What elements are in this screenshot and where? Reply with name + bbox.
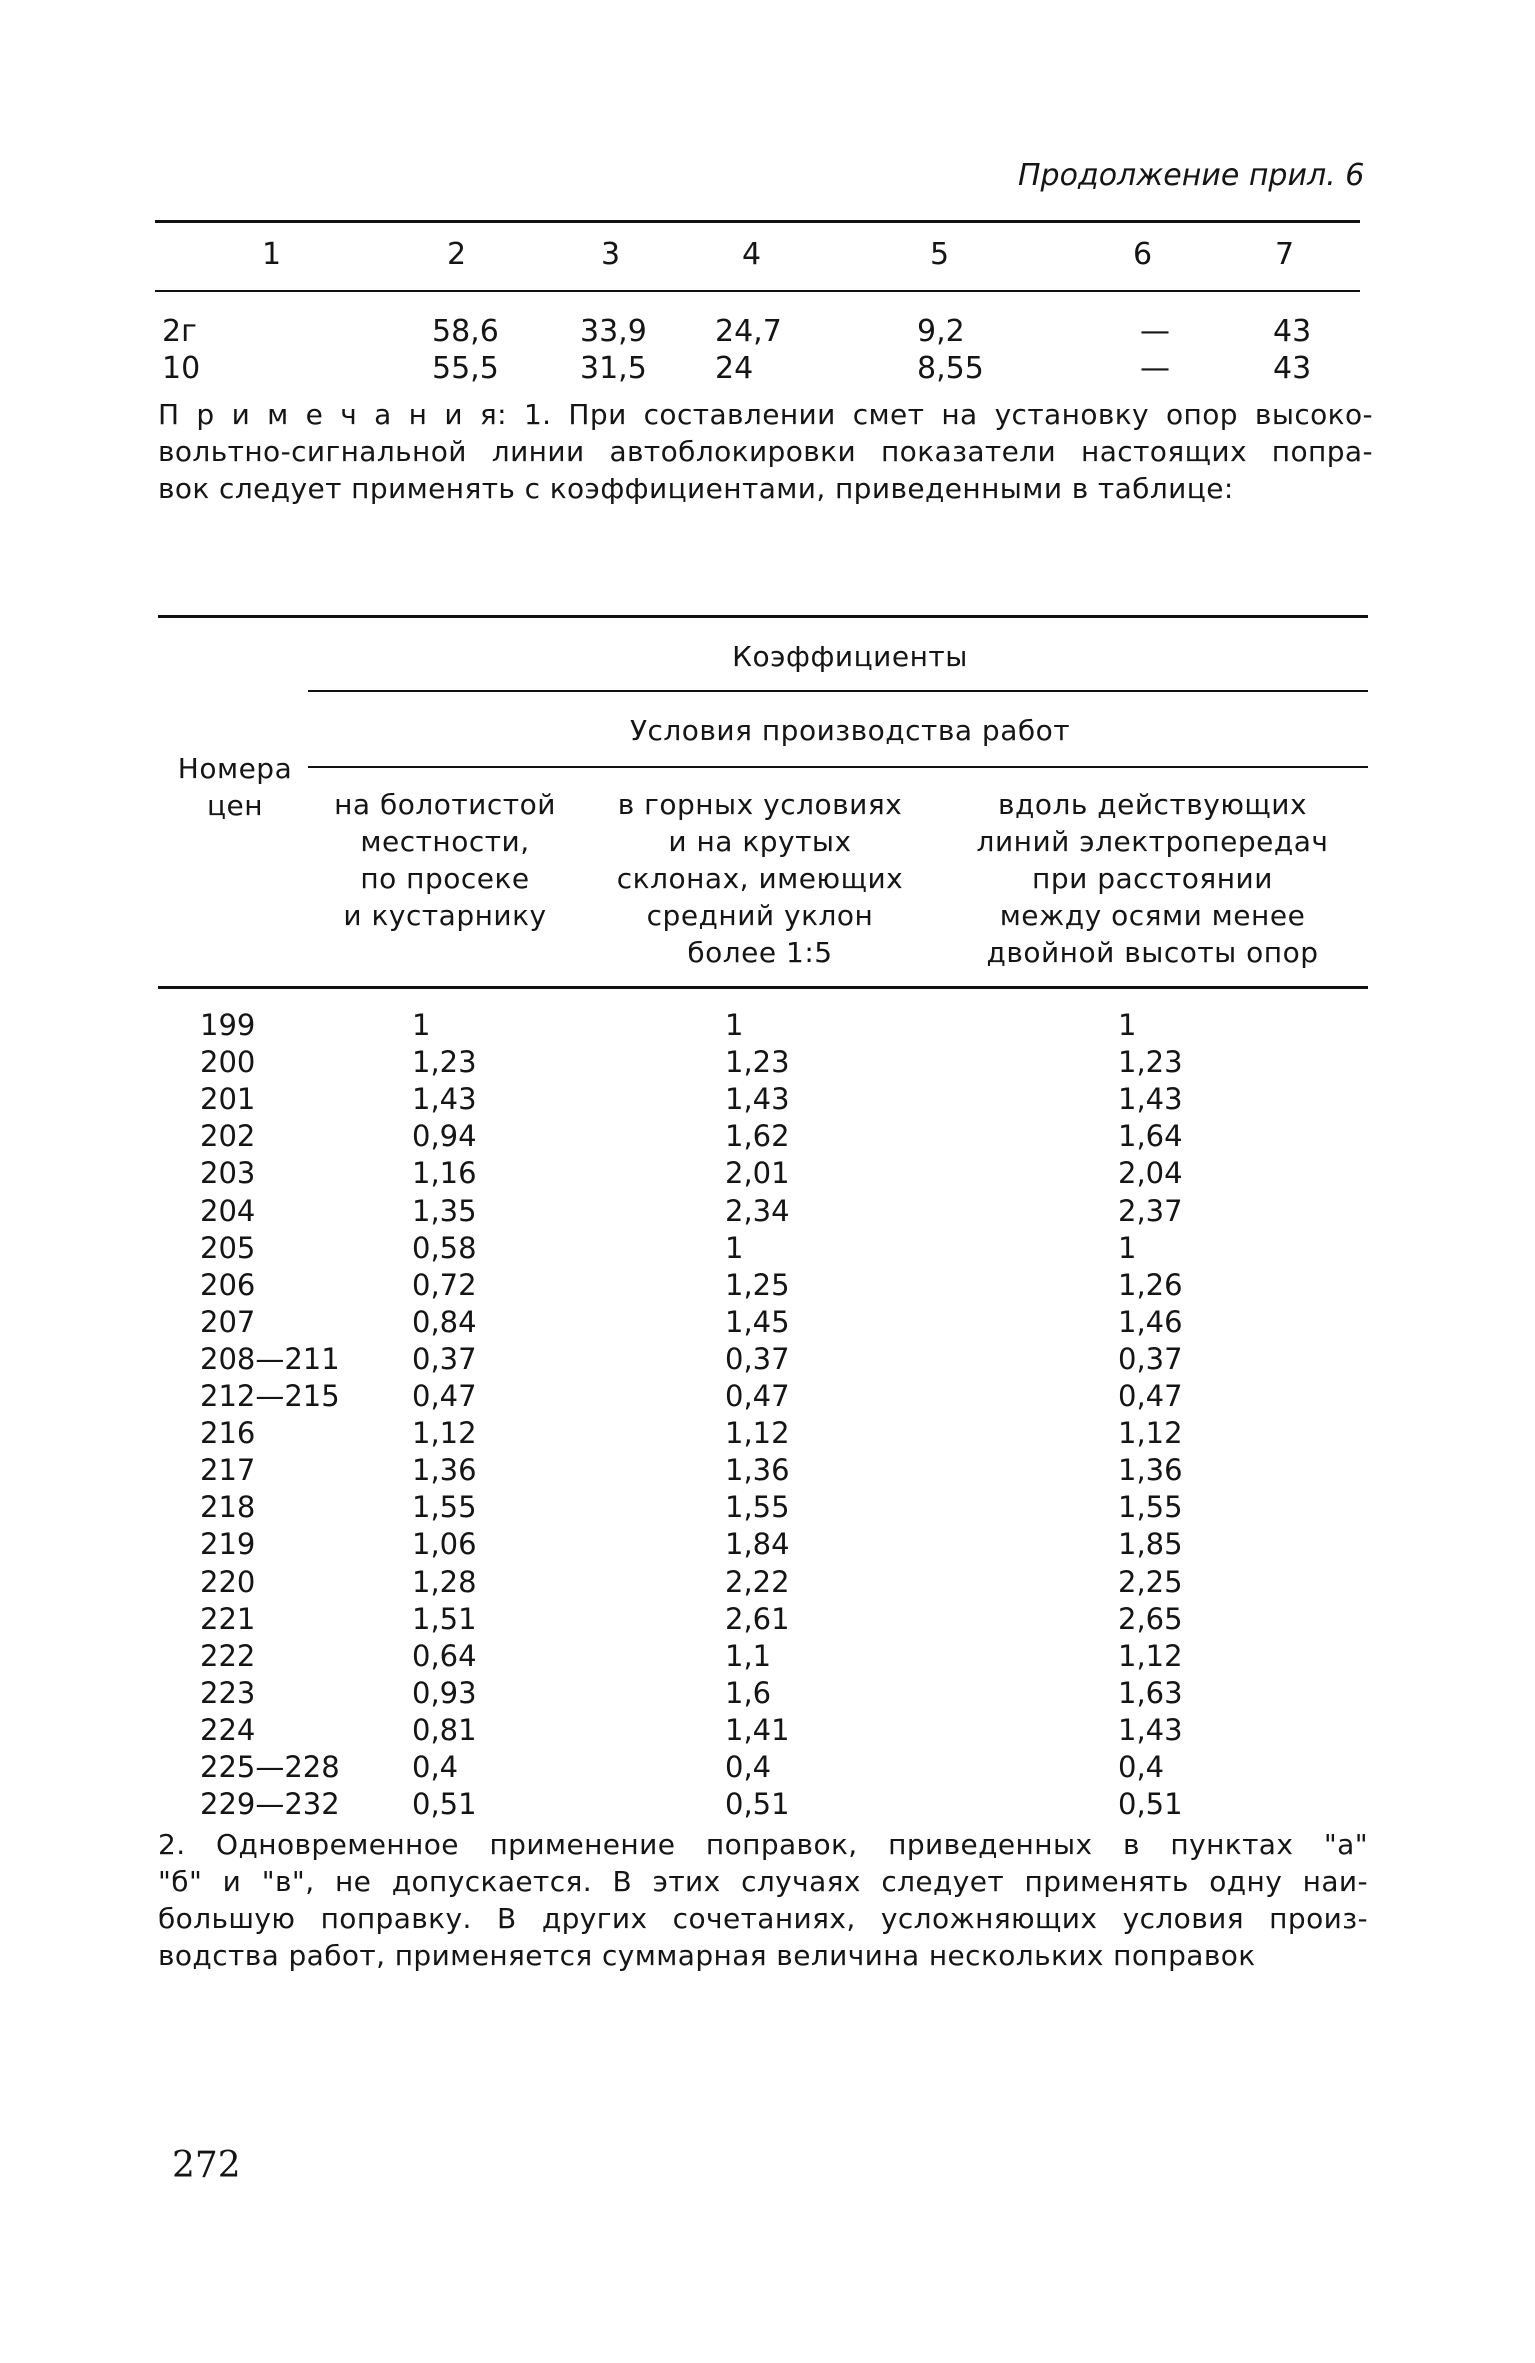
col-mountain-heading: в горных условиях и на крутых склонах, имеющих средний уклон более 1:5: [616, 788, 904, 969]
coefficient-cell: 1,26: [1118, 1268, 1183, 1302]
coefficient-cell: 1,25: [725, 1268, 790, 1302]
price-number-cell: 208—211: [200, 1342, 340, 1376]
coefficient-cell: 1,43: [1118, 1713, 1183, 1747]
note-1-line: вольтно-сигнальной линии автоблокировки показатели настоящих попра-: [158, 435, 1373, 468]
coefficient-cell: 1,23: [1118, 1045, 1183, 1079]
coefficient-cell: 0,37: [1118, 1342, 1183, 1376]
coefficient-cell: 1: [725, 1231, 744, 1265]
price-number-cell: 218: [200, 1490, 256, 1524]
coefficient-cell: 1,28: [412, 1565, 477, 1599]
coefficient-cell: 1,62: [725, 1119, 790, 1153]
coefficient-cell: 1,16: [412, 1156, 477, 1190]
note-1: [158, 396, 1373, 507]
table-2-top-rule: [158, 615, 1368, 618]
price-number-cell: 201: [200, 1082, 256, 1116]
price-number-cell: 219: [200, 1527, 256, 1561]
coefficient-cell: 1,12: [1118, 1639, 1183, 1673]
coefficient-cell: 0,81: [412, 1713, 477, 1747]
coefficient-cell: 1,35: [412, 1194, 477, 1228]
coefficient-cell: 1: [1118, 1231, 1137, 1265]
coefficient-cell: 1,43: [1118, 1082, 1183, 1116]
price-number-cell: 222: [200, 1639, 256, 1673]
coefficient-cell: 1: [1118, 1008, 1137, 1042]
coefficient-cell: 0,37: [725, 1342, 790, 1376]
coefficient-cell: 0,51: [725, 1787, 790, 1821]
coefficient-cell: 1,06: [412, 1527, 477, 1561]
t1-r2-c7: 43: [1273, 351, 1312, 386]
coefficient-cell: 1,55: [725, 1490, 790, 1524]
price-number-cell: 202: [200, 1119, 256, 1153]
coefficient-cell: 1,64: [1118, 1119, 1183, 1153]
price-number-cell: 224: [200, 1713, 256, 1747]
price-number-cell: 221: [200, 1602, 256, 1636]
note-2-line: 2. Одновременное применение поправок, приведенных в пунктах "а": [158, 1828, 1368, 1861]
coefficient-cell: 0,47: [725, 1379, 790, 1413]
price-number-cell: 199: [200, 1008, 256, 1042]
coefficient-cell: 0,64: [412, 1639, 477, 1673]
price-number-cell: 206: [200, 1268, 256, 1302]
coefficient-cell: 0,93: [412, 1676, 477, 1710]
coefficient-cell: 2,37: [1118, 1194, 1183, 1228]
price-number-cell: 203: [200, 1156, 256, 1190]
col-powerline-heading: вдоль действующих линий электропередач при расстоянии между осями менее двойной высоты опор: [976, 788, 1329, 969]
coefficient-cell: 1: [412, 1008, 431, 1042]
t1-r1-c1: 2г: [162, 314, 197, 349]
t1-r2-c3: 31,5: [580, 351, 647, 386]
coefficient-cell: 1,23: [412, 1045, 477, 1079]
t1-r1-c2: 58,6: [432, 314, 499, 349]
price-number-cell: 204: [200, 1194, 256, 1228]
table-1-header-rule: [155, 290, 1360, 292]
price-number-cell: 207: [200, 1305, 256, 1339]
note-2-line: водства работ, применяется суммарная величина нескольких поправок: [158, 1939, 1256, 1972]
coefficient-cell: 1,12: [1118, 1416, 1183, 1450]
t1-col-7: 7: [1275, 237, 1295, 272]
coefficient-cell: 0,4: [725, 1750, 772, 1784]
coefficient-cell: 0,4: [412, 1750, 459, 1784]
coefficient-cell: 1,36: [725, 1453, 790, 1487]
price-number-cell: 200: [200, 1045, 256, 1079]
t1-col-2: 2: [447, 237, 467, 272]
coefficient-cell: 2,25: [1118, 1565, 1183, 1599]
page-number: 272: [172, 2145, 241, 2186]
coefficient-cell: 2,22: [725, 1565, 790, 1599]
coefficient-cell: 1,41: [725, 1713, 790, 1747]
coefficient-cell: 0,58: [412, 1231, 477, 1265]
t1-col-6: 6: [1133, 237, 1153, 272]
t1-col-4: 4: [742, 237, 762, 272]
coefficient-cell: 0,47: [1118, 1379, 1183, 1413]
coefficient-cell: 1,46: [1118, 1305, 1183, 1339]
coefficient-cell: 2,04: [1118, 1156, 1183, 1190]
coefficient-cell: 1,63: [1118, 1676, 1183, 1710]
coefficient-cell: 1,45: [725, 1305, 790, 1339]
coefficient-cell: 1,55: [1118, 1490, 1183, 1524]
coefficient-cell: 0,84: [412, 1305, 477, 1339]
coefficient-cell: 1,51: [412, 1602, 477, 1636]
coefficient-cell: 1,1: [725, 1639, 772, 1673]
t1-r1-c3: 33,9: [580, 314, 647, 349]
coefficient-cell: 0,51: [412, 1787, 477, 1821]
price-number-cell: 205: [200, 1231, 256, 1265]
price-number-cell: 212—215: [200, 1379, 340, 1413]
conditions-heading: Условия производства работ: [629, 714, 1071, 747]
coefficient-cell: 1,84: [725, 1527, 790, 1561]
coefficient-cell: 1,12: [412, 1416, 477, 1450]
coefficient-cell: 0,47: [412, 1379, 477, 1413]
t1-col-3: 3: [601, 237, 621, 272]
note-1-line: П р и м е ч а н и я: 1. При составлении смет на установку опор высоко-: [158, 398, 1373, 431]
coefficient-cell: 1,36: [1118, 1453, 1183, 1487]
row-label-heading: Номера цен: [177, 752, 293, 822]
t1-r2-c5: 8,55: [917, 351, 984, 386]
t1-r1-c4: 24,7: [715, 314, 782, 349]
coefficient-cell: 1,43: [412, 1082, 477, 1116]
coefficient-cell: 2,34: [725, 1194, 790, 1228]
coefficient-cell: 0,94: [412, 1119, 477, 1153]
note-2-line: большую поправку. В других сочетаниях, усложняющих условия произ-: [158, 1902, 1368, 1935]
continuation-header: Продолжение прил. 6: [1018, 158, 1365, 193]
price-number-cell: 223: [200, 1676, 256, 1710]
coefficients-heading: Коэффициенты: [732, 640, 968, 673]
price-number-cell: 225—228: [200, 1750, 340, 1784]
t1-col-1: 1: [262, 237, 282, 272]
table-2-subgroup-rule: [308, 766, 1368, 768]
t1-r1-c5: 9,2: [917, 314, 965, 349]
note-1-line: вок следует применять с коэффициентами, приведенными в таблице:: [158, 472, 1234, 505]
t1-r1-c7: 43: [1273, 314, 1312, 349]
note-2: [158, 1826, 1368, 1974]
coefficient-cell: 1,12: [725, 1416, 790, 1450]
table-2-group-rule: [308, 690, 1368, 692]
t1-r2-c4: 24: [715, 351, 754, 386]
t1-r1-c6: —: [1140, 314, 1170, 349]
price-number-cell: 229—232: [200, 1787, 340, 1821]
t1-col-5: 5: [930, 237, 950, 272]
note-2-line: "б" и "в", не допускается. В этих случаях следует применять одну наи-: [158, 1865, 1368, 1898]
coefficient-cell: 1,85: [1118, 1527, 1183, 1561]
coefficient-cell: 0,72: [412, 1268, 477, 1302]
coefficient-cell: 0,51: [1118, 1787, 1183, 1821]
coefficient-cell: 1,23: [725, 1045, 790, 1079]
coefficient-cell: 1,55: [412, 1490, 477, 1524]
coefficient-cell: 0,37: [412, 1342, 477, 1376]
price-number-cell: 217: [200, 1453, 256, 1487]
coefficient-cell: 1,6: [725, 1676, 772, 1710]
t1-r2-c6: —: [1140, 351, 1170, 386]
table-1-top-rule: [155, 220, 1360, 223]
table-2-header-rule: [158, 986, 1368, 989]
coefficient-cell: 2,01: [725, 1156, 790, 1190]
coefficient-cell: 2,65: [1118, 1602, 1183, 1636]
t1-r2-c1: 10: [162, 351, 201, 386]
price-number-cell: 216: [200, 1416, 256, 1450]
coefficient-cell: 1,36: [412, 1453, 477, 1487]
coefficient-cell: 1,43: [725, 1082, 790, 1116]
coefficient-cell: 0,4: [1118, 1750, 1165, 1784]
col-swamp-heading: на болотистой местности, по просеке и кустарнику: [334, 788, 556, 932]
price-number-cell: 220: [200, 1565, 256, 1599]
t1-r2-c2: 55,5: [432, 351, 499, 386]
coefficient-cell: 1: [725, 1008, 744, 1042]
coefficient-cell: 2,61: [725, 1602, 790, 1636]
